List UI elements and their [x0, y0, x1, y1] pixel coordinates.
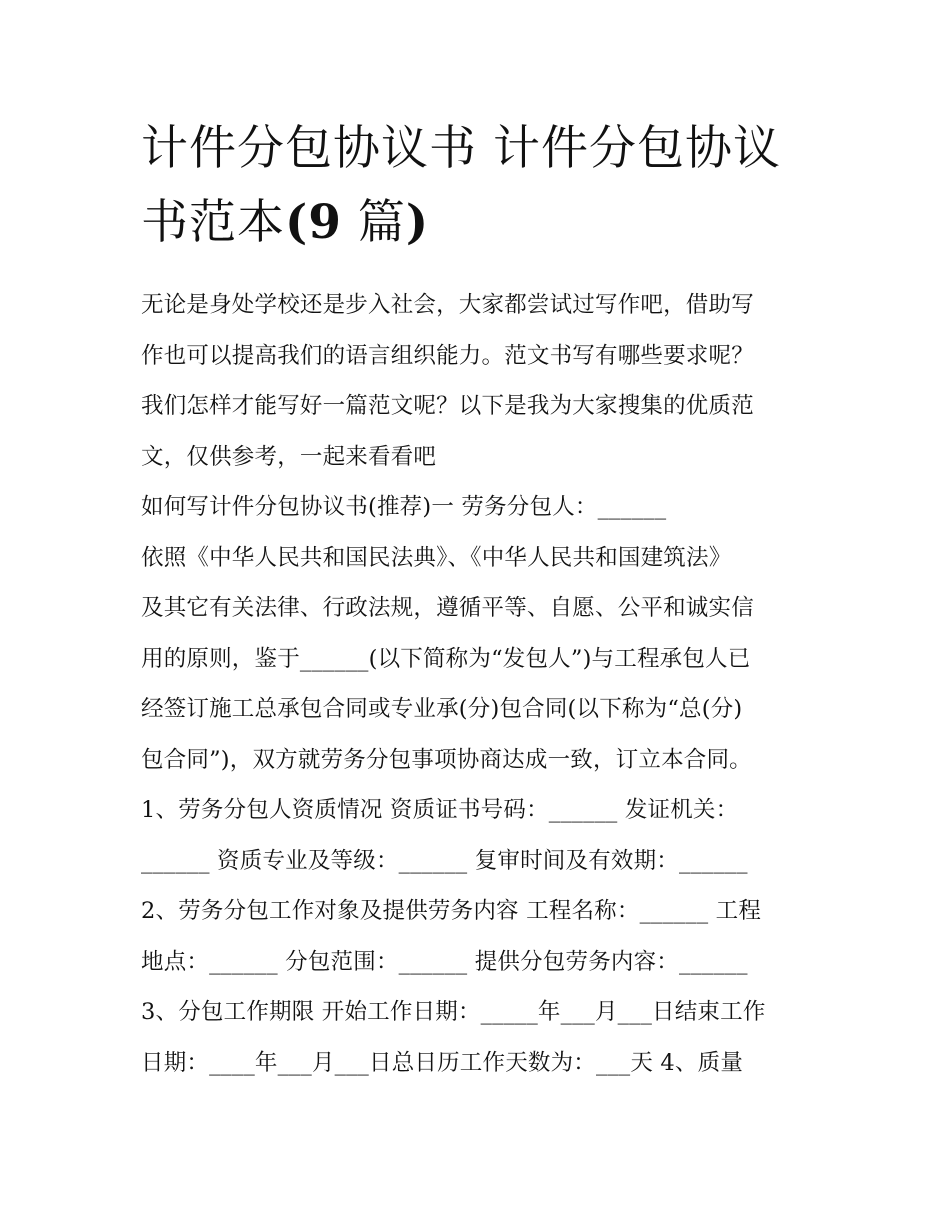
title-line-2: [141, 186, 821, 260]
text-line: 依照《中华人民共和国民法典》、《中华人民共和国建筑法》: [141, 544, 732, 571]
title-part-d: ): [405, 195, 430, 250]
text-line: 文，仅供参考，一起来看看吧: [141, 443, 437, 470]
text-line: 1、劳务分包人资质情况 资质证书号码：______ 发证机关：: [141, 797, 739, 823]
text-line: 日期：____年___月___日总日历工作天数为：___天 4、质量: [141, 1049, 744, 1076]
text-line: 无论是身处学校还是步入社会，大家都尝试过写作吧，借助写: [141, 292, 754, 318]
title-part-c: 篇: [341, 195, 406, 250]
text-line: 及其它有关法律、行政法规，遵循平等、自愿、公平和诚实信: [141, 595, 754, 621]
text-line: 如何写计件分包协议书(推荐)一 劳务分包人：______: [141, 494, 667, 520]
document-body: [141, 280, 821, 1088]
title-part-a: 书范本: [141, 195, 285, 250]
document-page: [141, 112, 821, 1088]
title-line-1: 计件分包协议书 计件分包协议: [141, 121, 781, 176]
text-line: 经签订施工总承包合同或专业承(分)包合同(以下称为“总(分): [141, 696, 743, 722]
text-line: 地点：______ 分包范围：______ 提供分包劳务内容：______: [141, 948, 748, 975]
title-part-b: (9: [285, 195, 342, 250]
text-line: 作也可以提高我们的语言组织能力。范文书写有哪些要求呢？: [141, 342, 754, 369]
text-line: 3、分包工作期限 开始工作日期：_____年___月___日结束工作: [141, 999, 766, 1025]
document-title: [141, 112, 821, 260]
text-line: ______ 资质专业及等级：______ 复审时间及有效期：______: [141, 847, 748, 874]
text-line: 2、劳务分包工作对象及提供劳务内容 工程名称：______ 工程: [141, 898, 762, 924]
text-line: 我们怎样才能写好一篇范文呢？以下是我为大家搜集的优质范: [141, 393, 754, 419]
text-line: 包合同”)，双方就劳务分包事项协商达成一致，订立本合同。: [141, 746, 752, 773]
text-line: 用的原则，鉴于______(以下简称为“发包人”)与工程承包人已: [141, 645, 751, 672]
